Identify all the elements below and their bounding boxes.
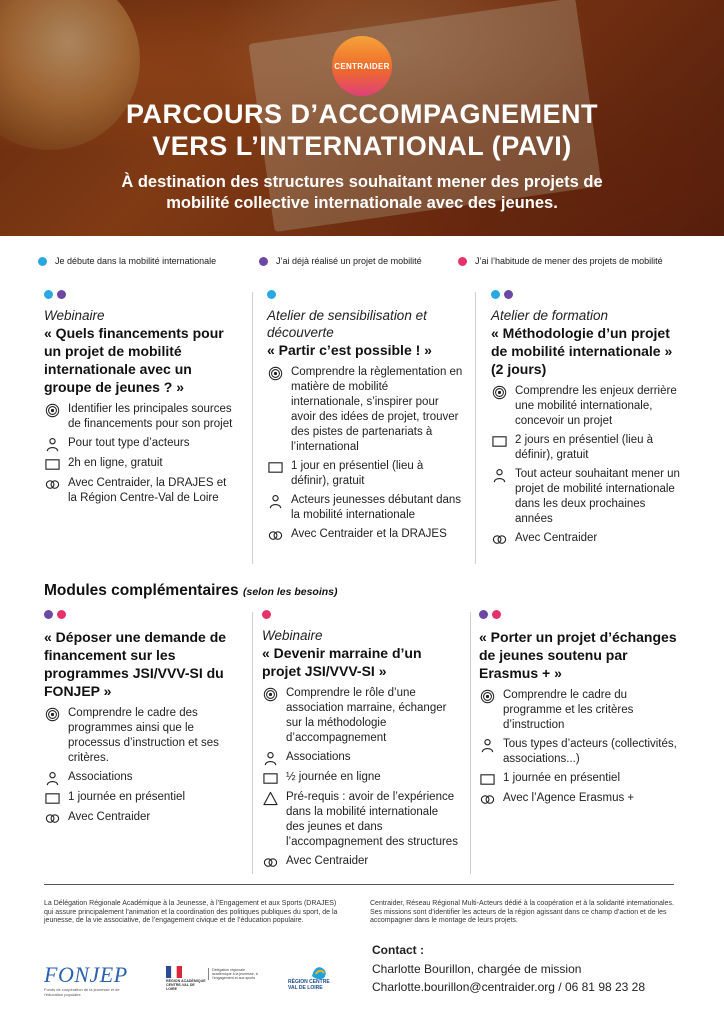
card-kind: Atelier de formation	[491, 308, 609, 323]
partners-icon	[479, 791, 495, 807]
card-kind: Atelier de sensibilisation et découverte	[267, 308, 427, 340]
card-detail-text: Avec Centraider	[286, 855, 369, 867]
card-detail-row	[262, 750, 458, 766]
card-detail-row	[44, 402, 238, 432]
card-detail-text: Avec Centraider, la DRAJES et la Région Centre-Val de Loire	[68, 477, 227, 504]
card-detail-row	[267, 493, 463, 523]
card-detail-text: Tous types d’acteurs (collectivités, associations...)	[503, 738, 677, 765]
card-detail-text: Pour tout type d’acteurs	[68, 437, 190, 449]
target-icon	[267, 365, 283, 381]
divider	[470, 612, 471, 874]
partners-icon	[44, 810, 60, 826]
module-card-erasmus	[479, 610, 679, 811]
partners-icon	[267, 527, 283, 543]
legend-label: J’ai déjà réalisé un projet de mobilité	[276, 256, 422, 266]
card-detail-row	[267, 527, 463, 543]
card-detail-row	[44, 790, 240, 806]
level-legend	[38, 256, 698, 272]
person-icon	[262, 750, 278, 766]
card-title: « Partir c’est possible ! »	[267, 342, 432, 358]
card-detail-text: 1 jour en présentiel (lieu à définir), gratuit	[291, 460, 424, 487]
purple-dot-icon	[504, 290, 513, 299]
target-icon	[479, 688, 495, 704]
divider	[252, 612, 253, 874]
screen-icon	[491, 433, 507, 449]
card-detail-text: ½ journée en ligne	[286, 771, 381, 783]
legend-item-intermediate	[259, 256, 422, 266]
card-detail-text: Identifier les principales sources de financements pour son projet	[68, 403, 233, 430]
fonjep-logo: FONJEP	[44, 962, 128, 987]
divider	[252, 292, 253, 564]
card-detail-text: 2h en ligne, gratuit	[68, 457, 163, 469]
partners-icon	[491, 531, 507, 547]
card-detail-row	[44, 810, 240, 826]
person-icon	[44, 436, 60, 452]
card-detail-text: Comprendre le cadre des programmes ainsi que le processus d’instruction et ses critères.	[68, 707, 219, 764]
card-detail-row	[267, 365, 463, 455]
person-icon	[491, 467, 507, 483]
card-detail-row	[491, 467, 681, 527]
pink-dot-icon	[57, 610, 66, 619]
contact-name: Charlotte Bourillon, chargée de mission	[372, 962, 582, 976]
card-detail-row	[479, 688, 679, 733]
card-detail-row	[262, 770, 458, 786]
module-card-fonjep	[44, 610, 240, 830]
card-partir	[267, 290, 463, 547]
region-academique-logo	[166, 966, 256, 990]
contact-email-phone[interactable]: Charlotte.bourillon@centraider.org / 06 81 98 23 28	[372, 980, 646, 994]
card-detail-text: Tout acteur souhaitant mener un projet de mobilité internationale dans les deux prochaines années	[515, 468, 680, 525]
card-detail-row	[44, 476, 238, 506]
card-detail-row	[44, 436, 238, 452]
card-detail-row	[44, 706, 240, 766]
blue-dot-icon	[267, 290, 276, 299]
purple-dot-icon	[479, 610, 488, 619]
card-detail-text: Associations	[68, 771, 133, 783]
subtitle-line2: mobilité collective internationale avec des jeunes.	[166, 194, 558, 212]
french-flag-icon	[166, 966, 182, 978]
screen-icon	[267, 459, 283, 475]
card-detail-row	[267, 459, 463, 489]
card-detail-text: Avec Centraider	[68, 811, 151, 823]
card-detail-text: Comprendre les enjeux derrière une mobilité internationale, concevoir un projet	[515, 385, 677, 427]
centraider-description: Centraider, Réseau Régional Multi-Acteurs dédié à la coopération et à la solidarité internationales. Ses missions sont d’identifier les acteurs de la région agissant dans ce champ d’action et de les accompagner dans le montage de leurs projets.	[370, 900, 674, 925]
logo-text: CENTRAIDER	[334, 61, 390, 71]
card-detail-text: Comprendre la règlementation en matière de mobilité internationale, s’inspirer pour avoir des idées de projet, trouver des pistes de partenariats à l’international	[291, 366, 463, 453]
card-title: « Méthodologie d’un projet de mobilité internationale » (2 jours)	[491, 325, 673, 377]
card-detail-text: Avec Centraider et la DRAJES	[291, 528, 447, 540]
legend-item-experienced	[458, 256, 663, 266]
partners-icon	[44, 476, 60, 492]
subtitle-line1: À destination des structures souhaitant mener des projets de	[121, 173, 603, 191]
target-icon	[262, 686, 278, 702]
pink-dot-icon	[458, 257, 467, 266]
warning-icon	[262, 790, 278, 806]
card-detail-row	[479, 791, 679, 807]
rf-sublabel: Délégation régionale académique à la jeunesse, à l’engagement et aux sports	[208, 968, 260, 980]
legend-label: J’ai l’habitude de mener des projets de mobilité	[475, 256, 663, 266]
card-detail-row	[491, 384, 681, 429]
partners-icon	[262, 854, 278, 870]
card-detail-text: Comprendre le cadre du programme et les critères d’instruction	[503, 689, 634, 731]
card-detail-row	[479, 771, 679, 787]
card-detail-text: Associations	[286, 751, 351, 763]
screen-icon	[44, 456, 60, 472]
hero-banner	[0, 0, 724, 236]
contact-label: Contact :	[372, 943, 424, 957]
modules-subtitle: (selon les besoins)	[242, 586, 338, 598]
card-detail-row	[44, 770, 240, 786]
card-detail-text: 1 journée en présentiel	[503, 772, 620, 784]
card-detail-row	[44, 456, 238, 472]
card-detail-text: 1 journée en présentiel	[68, 791, 185, 803]
drajes-description: La Délégation Régionale Académique à la Jeunesse, à l’Engagement et aux Sports (DRAJES) qui assure principalement l’animation et la coordination des politiques publiques du sport, de la jeunesse, de la vie associative, de l’engagement civique et de l’éducation populaire.	[44, 900, 338, 925]
card-detail-text: 2 jours en présentiel (lieu à définir), gratuit	[515, 434, 654, 461]
screen-icon	[44, 790, 60, 806]
purple-dot-icon	[44, 610, 53, 619]
divider	[475, 292, 476, 564]
region-shape-icon	[310, 964, 328, 980]
card-detail-text: Avec Centraider	[515, 532, 598, 544]
page-title-line2: VERS L’INTERNATIONAL (PAVI)	[152, 131, 572, 161]
blue-dot-icon	[44, 290, 53, 299]
blue-dot-icon	[491, 290, 500, 299]
centraider-logo	[332, 36, 392, 96]
screen-icon	[262, 770, 278, 786]
card-detail-row	[262, 790, 458, 850]
card-detail-text: Comprendre le rôle d’une association marraine, échanger sur la méthodologie d’accompagnement	[286, 687, 447, 744]
card-kind: Webinaire	[262, 628, 323, 643]
card-detail-row	[491, 531, 681, 547]
region-label: RÉGION CENTRE VAL DE LOIRE	[288, 979, 330, 991]
blue-dot-icon	[38, 257, 47, 266]
target-icon	[491, 384, 507, 400]
rf-label: RÉGION ACADÉMIQUE CENTRE-VAL DE LOIRE	[166, 979, 206, 991]
person-icon	[267, 493, 283, 509]
footer-divider	[44, 884, 674, 885]
legend-label: Je débute dans la mobilité internationale	[55, 256, 217, 266]
card-detail-row	[491, 433, 681, 463]
person-icon	[479, 737, 495, 753]
modules-heading	[44, 582, 338, 600]
module-card-marraine	[262, 610, 458, 874]
pink-dot-icon	[492, 610, 501, 619]
region-centre-logo	[288, 964, 332, 996]
purple-dot-icon	[259, 257, 268, 266]
card-title: « Porter un projet d’échanges de jeunes soutenu par Erasmus + »	[479, 629, 677, 681]
card-title: « Déposer une demande de financement sur les programmes JSI/VVV-SI du FONJEP »	[44, 629, 227, 699]
card-detail-text: Acteurs jeunesses débutant dans la mobilité internationale	[291, 494, 462, 521]
target-icon	[44, 706, 60, 722]
card-title: « Devenir marraine d’un projet JSI/VVV-SI »	[262, 645, 422, 679]
page-title-line1: PARCOURS D’ACCOMPAGNEMENT	[125, 99, 598, 129]
card-title: « Quels financements pour un projet de mobilité internationale avec un groupe de jeunes ? »	[44, 325, 224, 395]
card-detail-text: Avec l’Agence Erasmus +	[503, 792, 635, 804]
legend-item-beginner	[38, 256, 216, 266]
screen-icon	[479, 771, 495, 787]
card-detail-row	[262, 854, 458, 870]
pink-dot-icon	[262, 610, 271, 619]
person-icon	[44, 770, 60, 786]
card-detail-text: Pré-requis : avoir de l’expérience dans la mobilité internationale des jeunes et dans l’accompagnement des structures	[286, 791, 458, 848]
purple-dot-icon	[57, 290, 66, 299]
card-financements	[44, 290, 238, 510]
card-methodologie	[491, 290, 681, 551]
fonjep-subtitle: Fonds de coopération de la jeunesse et de l’éducation populaire	[44, 987, 120, 997]
card-kind: Webinaire	[44, 308, 105, 323]
card-detail-row	[479, 737, 679, 767]
card-detail-row	[262, 686, 458, 746]
target-icon	[44, 402, 60, 418]
modules-title: Modules complémentaires	[44, 582, 239, 599]
